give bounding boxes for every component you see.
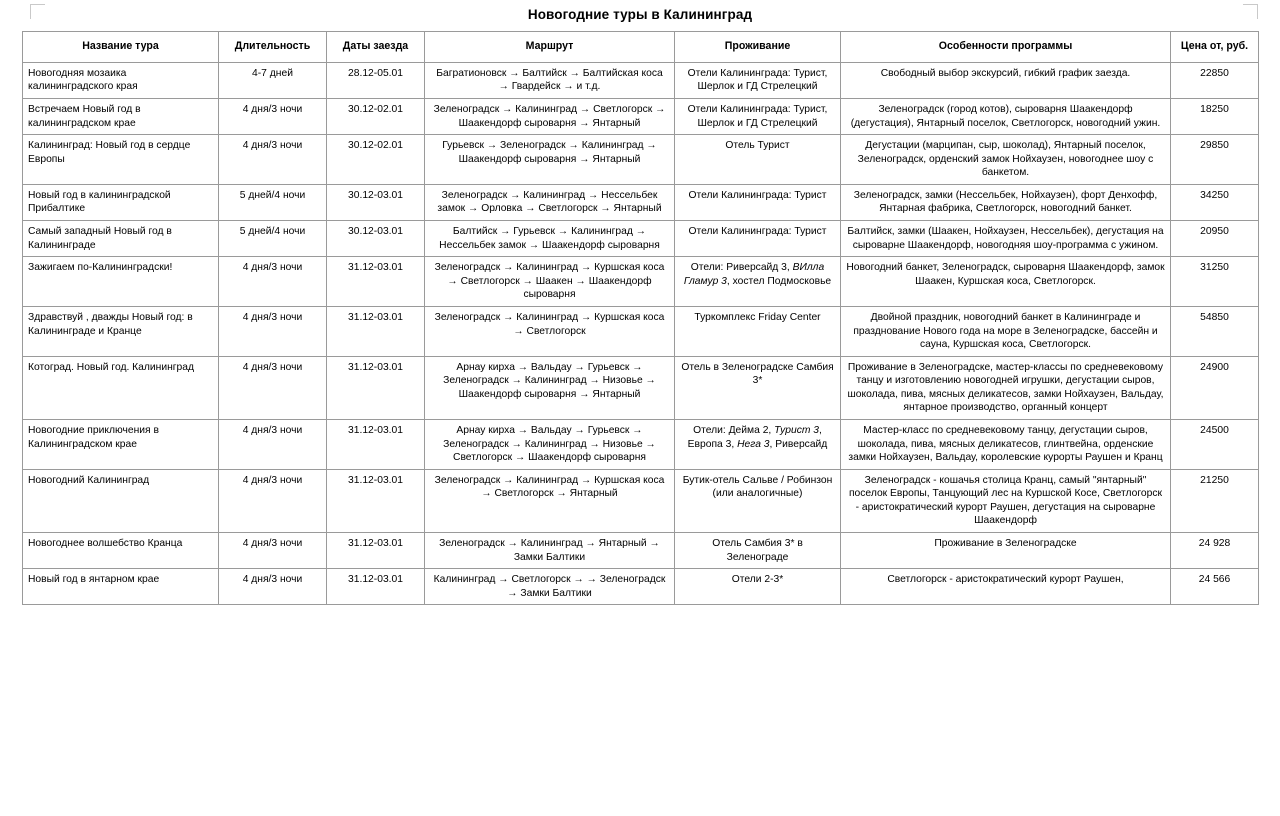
- cell-price: 20950: [1171, 221, 1259, 257]
- table-header-row: [23, 31, 1259, 62]
- cell-accommodation: Отели Калининграда: Турист: [675, 184, 841, 220]
- cell-accommodation: Отели Калининграда: Турист, Шерлок и ГД Стрелецкий: [675, 99, 841, 135]
- crop-mark-top-right: [1243, 4, 1258, 19]
- cell-price: 54850: [1171, 306, 1259, 356]
- cell-price: 24900: [1171, 356, 1259, 419]
- cell-dates: 30.12-03.01: [327, 221, 425, 257]
- cell-route: Зеленоградск → Калининград → Куршская коса → Светлогорск → Янтарный: [425, 469, 675, 532]
- cell-accommodation: Бутик-отель Сальве / Робинзон (или аналогичные): [675, 469, 841, 532]
- cell-accommodation: [675, 257, 841, 307]
- cell-duration: 5 дней/4 ночи: [219, 184, 327, 220]
- column-header-dates: Даты заезда: [327, 31, 425, 62]
- cell-price: 24 928: [1171, 533, 1259, 569]
- hotel-name-italic: Турист 3: [774, 424, 820, 436]
- cell-duration: 4 дня/3 ночи: [219, 533, 327, 569]
- cell-features: Зеленоградск - кошачья столица Кранц, самый "янтарный" поселок Европы, Танцующий лес на Куршской Косе, Светлогорск - аристократический курорт Раушен, дегустация на сыроварне Шаакендорф: [841, 469, 1171, 532]
- cell-price: 21250: [1171, 469, 1259, 532]
- cell-features: Проживание в Зеленоградске, мастер-классы по средневековому танцу и изготовлению новогодней игрушки, дегустации сыров, шоколада, пива, мясных деликатесов, замки Нойхаузен, Вальдау, янтарное производство, органный концерт: [841, 356, 1171, 419]
- cell-route: Зеленоградск → Калининград → Янтарный → Замки Балтики: [425, 533, 675, 569]
- cell-features: Двойной праздник, новогодний банкет в Калининграде и празднование Нового года на море в Зеленоградске, бассейн и сауна, Куршская коса, Светлогорск.: [841, 306, 1171, 356]
- cell-route: Арнау кирха → Вальдау → Гурьевск → Зеленоградск → Калининград → Низовье → Шаакендорф сыроварня → Янтарный: [425, 356, 675, 419]
- cell-route: Балтийск → Гурьевск → Калининград → Нессельбек замок → Шаакендорф сыроварня: [425, 221, 675, 257]
- cell-tour-name: Новогоднее волшебство Кранца: [23, 533, 219, 569]
- cell-accommodation: Туркомплекс Friday Center: [675, 306, 841, 356]
- cell-route: Зеленоградск → Калининград → Светлогорск → Шаакендорф сыроварня → Янтарный: [425, 99, 675, 135]
- cell-features: Дегустации (марципан, сыр, шоколад), Янтарный поселок, Зеленоградск, орденский замок Нойхаузен, новогоднее шоу с банкетом.: [841, 135, 1171, 185]
- tours-table: [22, 31, 1259, 606]
- cell-features: Свободный выбор экскурсий, гибкий график заезда.: [841, 62, 1171, 98]
- cell-tour-name: Котоград. Новый год. Калининград: [23, 356, 219, 419]
- cell-tour-name: Новогодние приключения в Калининградском крае: [23, 419, 219, 469]
- cell-price: 24500: [1171, 419, 1259, 469]
- cell-tour-name: Самый западный Новый год в Калининграде: [23, 221, 219, 257]
- cell-accommodation: [675, 419, 841, 469]
- cell-route: Зеленоградск → Калининград → Куршская коса → Светлогорск → Шаакен → Шаакендорф сыроварня: [425, 257, 675, 307]
- cell-route: Арнау кирха → Вальдау → Гурьевск → Зеленоградск → Калининград → Низовье → Светлогорск → Шаакендорф сыроварня: [425, 419, 675, 469]
- cell-duration: 4 дня/3 ночи: [219, 135, 327, 185]
- cell-dates: 31.12-03.01: [327, 356, 425, 419]
- cell-features: Мастер-класс по средневековому танцу, дегустации сыров, шоколада, пива, мясных деликатесов, глинтвейна, орденские замки Нойхаузен, Вальдау, королевские курорты Раушен и Кранц: [841, 419, 1171, 469]
- cell-route: Зеленоградск → Калининград → Нессельбек замок → Орловка → Светлогорск → Янтарный: [425, 184, 675, 220]
- cell-accommodation: Отель Турист: [675, 135, 841, 185]
- cell-dates: 30.12-03.01: [327, 184, 425, 220]
- cell-price: 34250: [1171, 184, 1259, 220]
- column-header-route: Маршрут: [425, 31, 675, 62]
- cell-duration: 4 дня/3 ночи: [219, 569, 327, 605]
- cell-accommodation: Отель Самбия 3* в Зеленограде: [675, 533, 841, 569]
- page-title: Новогодние туры в Калининград: [527, 7, 753, 22]
- hotel-name-text: , Европа 3,: [687, 424, 822, 450]
- cell-duration: 4 дня/3 ночи: [219, 419, 327, 469]
- cell-tour-name: Зажигаем по-Калининградски!: [23, 257, 219, 307]
- cell-features: Проживание в Зеленоградске: [841, 533, 1171, 569]
- cell-dates: 31.12-03.01: [327, 257, 425, 307]
- cell-accommodation: Отели Калининграда: Турист: [675, 221, 841, 257]
- table-row: [23, 569, 1259, 605]
- cell-features: Зеленоградск (город котов), сыроварня Шаакендорф (дегустация), Янтарный поселок, Светлогорск, новогодний ужин.: [841, 99, 1171, 135]
- cell-duration: 4 дня/3 ночи: [219, 356, 327, 419]
- table-row: [23, 221, 1259, 257]
- cell-route: Зеленоградск → Калининград → Куршская коса → Светлогорск: [425, 306, 675, 356]
- cell-duration: 4 дня/3 ночи: [219, 257, 327, 307]
- cell-tour-name: Новогодний Калининград: [23, 469, 219, 532]
- table-row: [23, 419, 1259, 469]
- cell-dates: 28.12-05.01: [327, 62, 425, 98]
- cell-dates: 31.12-03.01: [327, 469, 425, 532]
- cell-dates: 30.12-02.01: [327, 99, 425, 135]
- table-row: [23, 257, 1259, 307]
- column-header-duration: Длительность: [219, 31, 327, 62]
- column-header-price: Цена от, руб.: [1171, 31, 1259, 62]
- cell-tour-name: Новый год в янтарном крае: [23, 569, 219, 605]
- hotel-name-italic: ВИлла Гламур 3: [683, 262, 825, 287]
- cell-features: Новогодний банкет, Зеленоградск, сыроварня Шаакендорф, замок Шаакен, Куршская коса, Светлогорск.: [841, 257, 1171, 307]
- column-header-name: Название тура: [23, 31, 219, 62]
- cell-accommodation: Отели Калининграда: Турист, Шерлок и ГД Стрелецкий: [675, 62, 841, 98]
- cell-duration: 4 дня/3 ночи: [219, 469, 327, 532]
- column-header-stay: Проживание: [675, 31, 841, 62]
- cell-tour-name: Новогодняя мозаика калининградского края: [23, 62, 219, 98]
- cell-tour-name: Здравствуй , дважды Новый год: в Калининграде и Кранце: [23, 306, 219, 356]
- cell-route: Гурьевск → Зеленоградск → Калининград → Шаакендорф сыроварня → Янтарный: [425, 135, 675, 185]
- cell-duration: 4-7 дней: [219, 62, 327, 98]
- cell-price: 24 566: [1171, 569, 1259, 605]
- cell-tour-name: Новый год в калининградской Прибалтике: [23, 184, 219, 220]
- table-row: [23, 99, 1259, 135]
- cell-dates: 31.12-03.01: [327, 533, 425, 569]
- cell-accommodation: Отель в Зеленоградске Самбия 3*: [675, 356, 841, 419]
- cell-duration: 5 дней/4 ночи: [219, 221, 327, 257]
- hotel-name-text: Отели: Дейма 2,: [693, 424, 775, 436]
- hotel-name-text: , Риверсайд: [769, 438, 828, 450]
- hotel-name-italic: Нега 3: [737, 438, 770, 450]
- cell-dates: 31.12-03.01: [327, 306, 425, 356]
- cell-dates: 30.12-02.01: [327, 135, 425, 185]
- cell-features: Балтийск, замки (Шаакен, Нойхаузен, Нессельбек), дегустация на сыроварне Шаакендорф, новогодняя шоу-программа с ужином.: [841, 221, 1171, 257]
- cell-price: 22850: [1171, 62, 1259, 98]
- table-body: [23, 62, 1259, 605]
- cell-dates: 31.12-03.01: [327, 569, 425, 605]
- cell-price: 29850: [1171, 135, 1259, 185]
- cell-duration: 4 дня/3 ночи: [219, 306, 327, 356]
- cell-dates: 31.12-03.01: [327, 419, 425, 469]
- table-row: [23, 533, 1259, 569]
- cell-price: 18250: [1171, 99, 1259, 135]
- table-row: [23, 306, 1259, 356]
- table-row: [23, 184, 1259, 220]
- cell-route: Багратионовск → Балтийск → Балтийская коса → Гвардейск → и т.д.: [425, 62, 675, 98]
- cell-features: Зеленоградск, замки (Нессельбек, Нойхаузен), форт Денхофф, Янтарная фабрика, Светлогорск, новогодний банкет.: [841, 184, 1171, 220]
- table-row: [23, 356, 1259, 419]
- cell-accommodation: Отели 2-3*: [675, 569, 841, 605]
- cell-route: Калининград → Светлогорск → → Зеленоградск → Замки Балтики: [425, 569, 675, 605]
- hotel-name-text: Отели: Риверсайд 3,: [690, 262, 793, 274]
- column-header-features: Особенности программы: [841, 31, 1171, 62]
- crop-mark-top-left: [30, 4, 45, 19]
- table-row: [23, 135, 1259, 185]
- cell-tour-name: Встречаем Новый год в калининградском крае: [23, 99, 219, 135]
- cell-features: Светлогорск - аристократический курорт Раушен,: [841, 569, 1171, 605]
- table-row: [23, 62, 1259, 98]
- cell-tour-name: Калининград: Новый год в сердце Европы: [23, 135, 219, 185]
- cell-duration: 4 дня/3 ночи: [219, 99, 327, 135]
- hotel-name-text: , хостел Подмосковье: [726, 275, 832, 287]
- table-header: [23, 31, 1259, 62]
- cell-price: 31250: [1171, 257, 1259, 307]
- table-row: [23, 469, 1259, 532]
